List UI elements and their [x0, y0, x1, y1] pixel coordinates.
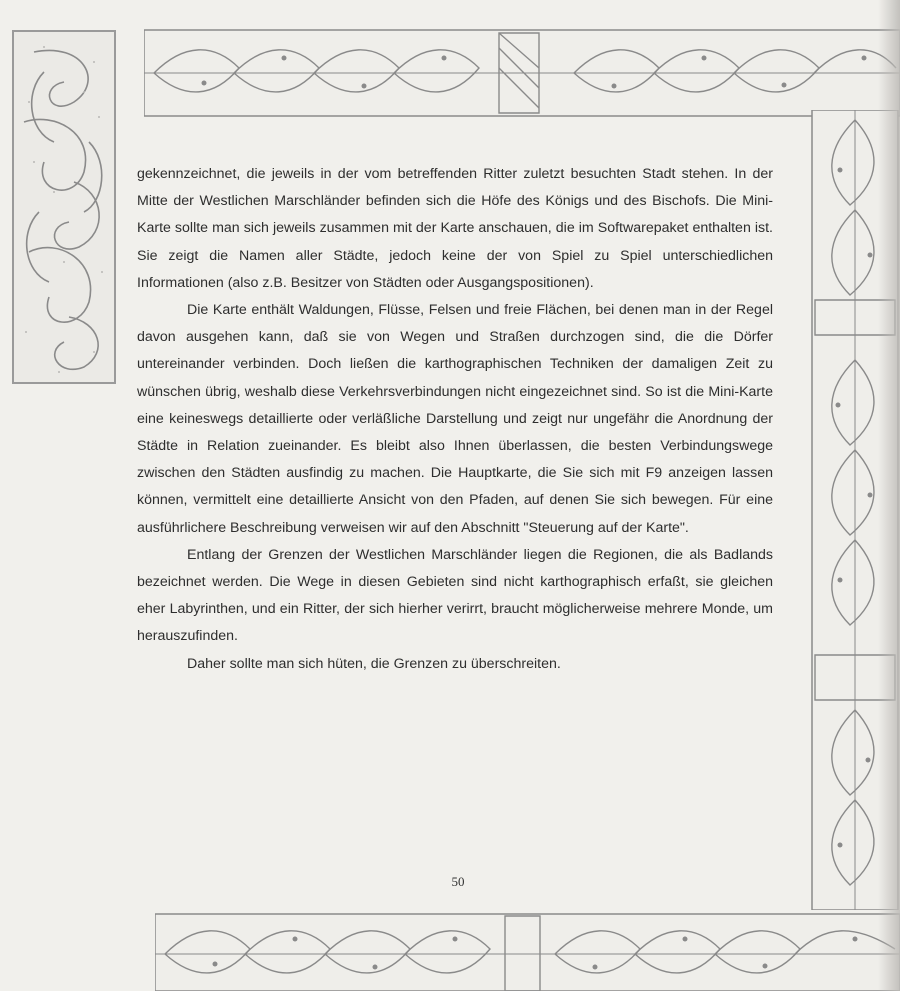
page-number: 50 — [451, 874, 465, 889]
paragraph: Daher sollte man sich hüten, die Grenzen zu überschreiten. — [187, 655, 561, 672]
leaf-border-top — [144, 28, 900, 118]
page-binding-shadow — [878, 0, 900, 991]
acanthus-ornament-icon — [14, 32, 114, 382]
paragraph: Die Karte enthält Waldungen, Flüsse, Felsen und freie Flächen, bei denen man in der Regel davon ausgehen kann, daß sie von Wegen und Straßen durchzogen sind, die die Dörfer untereinander verbinden. Doch ließen die karthographischen Techniken der damaligen Zeit zu wünschen übrig, weshalb diese Verkehrsverbindungen nicht eingezeichnet sind. So ist die Mini-Karte eine keineswegs detaillierte oder verläßliche Darstellung und zeigt nur ungefähr die Anordnung der Städte in Relation zueinander. Es bleibt also Ihnen überlassen, die besten Verbindungswege zwischen den Städten ausfindig zu machen. Die Hauptkarte, die Sie sich mit F9 anzeigen lassen können, vermittelt eine detaillierte Ansicht von den Pfaden, auf denen Sie sich bewegen. Für eine ausführlichere Beschreibung verweisen wir auf den Abschnitt "Steuerung auf der Karte". — [137, 302, 773, 536]
paragraph: Entlang der Grenzen der Westlichen Marschländer liegen die Regionen, die als Badlands bezeichnet werden. Die Wege in diesen Gebieten sind nicht karthographisch erfaßt, sie gleichen eher Labyrinthen, und ein Ritter, der sich hierher verirrt, braucht möglicherweise mehrere Monde, um herauszufinden. — [137, 546, 773, 645]
leaf-border-bottom — [155, 912, 900, 991]
body-text — [137, 161, 773, 678]
paragraph: gekennzeichnet, die jeweils in der vom betreffenden Ritter zuletzt besuchten Stadt stehen. In der Mitte der Westlichen Marschländer befinden sich die Höfe des Königs und des Bischofs. Die Mini-Karte sollte man sich jeweils zusammen mit der Karte anschauen, die im Softwarepaket enthalten ist. Sie zeigt die Namen aller Städte, jedoch keine der von Spiel zu Spiel unterschiedlichen Informationen (also z.B. Besitzer von Städten oder Ausgangspositionen). — [137, 166, 773, 291]
acanthus-ornament-panel — [12, 30, 116, 384]
